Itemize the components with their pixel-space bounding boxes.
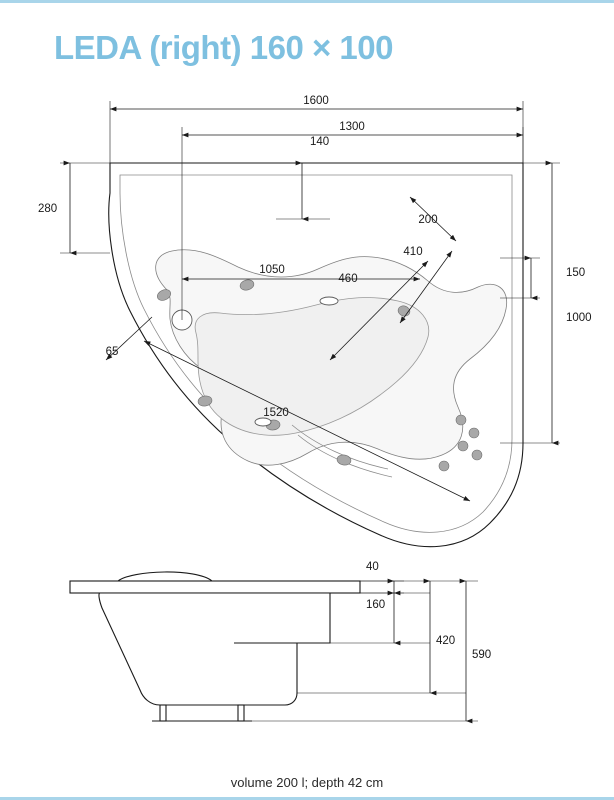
jet-cluster-3 — [458, 441, 468, 451]
side-view-drawing — [0, 548, 614, 768]
dim-label-140: 140 — [310, 136, 330, 148]
dim-label-410: 410 — [403, 246, 423, 258]
side-headrest — [118, 572, 212, 581]
dim-label-1600: 1600 — [303, 95, 329, 107]
dim-label-40: 40 — [366, 561, 379, 573]
dim-label-280: 280 — [38, 203, 58, 215]
dim-label-1520: 1520 — [263, 407, 289, 419]
volume-depth-caption: volume 200 l; depth 42 cm — [230, 775, 384, 790]
side-rim — [70, 581, 360, 593]
dim-label-65: 65 — [105, 346, 119, 358]
overflow-hole — [320, 297, 338, 305]
dim-label-200: 200 — [418, 214, 438, 226]
side-foot-left — [160, 705, 166, 721]
dim-label-460: 460 — [338, 273, 358, 285]
top-view-drawing — [0, 83, 614, 603]
side-foot-right — [238, 705, 244, 721]
jet-cluster-5 — [439, 461, 449, 471]
dim-label-1050: 1050 — [259, 264, 285, 276]
dim-label-1000: 1000 — [566, 312, 592, 324]
jet-cluster-1 — [456, 415, 466, 425]
jet-cluster-4 — [472, 450, 482, 460]
small-hole — [255, 418, 271, 426]
dim-label-1300: 1300 — [339, 121, 365, 133]
dim-label-590: 590 — [472, 649, 492, 661]
dim-label-150: 150 — [566, 267, 586, 279]
dim-label-160: 160 — [366, 599, 386, 611]
page-title: LEDA (right) 160 × 100 — [54, 29, 393, 66]
dim-label-420: 420 — [436, 635, 456, 647]
side-tub-body — [99, 593, 330, 705]
jet-cluster-2 — [469, 428, 479, 438]
